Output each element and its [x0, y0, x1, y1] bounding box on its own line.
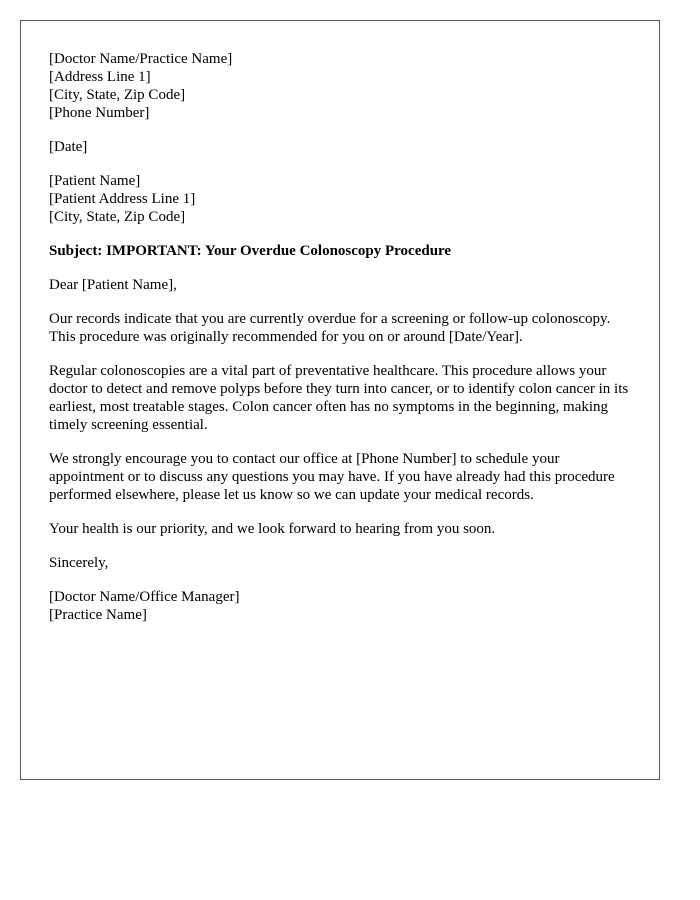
recipient-name: [Patient Name] — [49, 173, 141, 189]
body-paragraph-contact: We strongly encourage you to contact our office at [Phone Number] to schedule your appointment or to discuss any questions you may have. If you have already had this procedure performed elsewhere, please let us know so we can update your medical records. — [49, 451, 615, 503]
body-paragraph-overdue: Our records indicate that you are currently overdue for a screening or follow-up colonoscopy. This procedure was originally recommended for you on or around [Date/Year]. — [49, 311, 611, 345]
signature-block — [49, 588, 631, 624]
sender-city-state-zip: [City, State, Zip Code] — [49, 87, 186, 103]
sender-phone: [Phone Number] — [49, 105, 150, 121]
body-paragraph-closing-remark: Your health is our priority, and we look forward to hearing from you soon. — [49, 521, 496, 537]
sender-name: [Doctor Name/Practice Name] — [49, 51, 233, 67]
recipient-address-block — [49, 172, 631, 226]
sender-address-block — [49, 50, 631, 122]
signature-practice: [Practice Name] — [49, 607, 147, 623]
body-paragraph-importance: Regular colonoscopies are a vital part of preventative healthcare. This procedure allows your doctor to detect and remove polyps before they turn into cancer, or to identify colon cancer in its earliest, most treatable stages. Colon cancer often has no symptoms in the beginning, making timely screening essential. — [49, 363, 629, 433]
closing: Sincerely, — [49, 555, 109, 571]
letter-date: [Date] — [49, 139, 88, 155]
salutation: Dear [Patient Name], — [49, 277, 177, 293]
recipient-city-state-zip: [City, State, Zip Code] — [49, 209, 186, 225]
recipient-address-line: [Patient Address Line 1] — [49, 191, 196, 207]
letter-document — [20, 20, 660, 780]
sender-address-line: [Address Line 1] — [49, 69, 151, 85]
subject-line: Subject: IMPORTANT: Your Overdue Colonoscopy Procedure — [49, 243, 452, 259]
signature-name: [Doctor Name/Office Manager] — [49, 589, 240, 605]
